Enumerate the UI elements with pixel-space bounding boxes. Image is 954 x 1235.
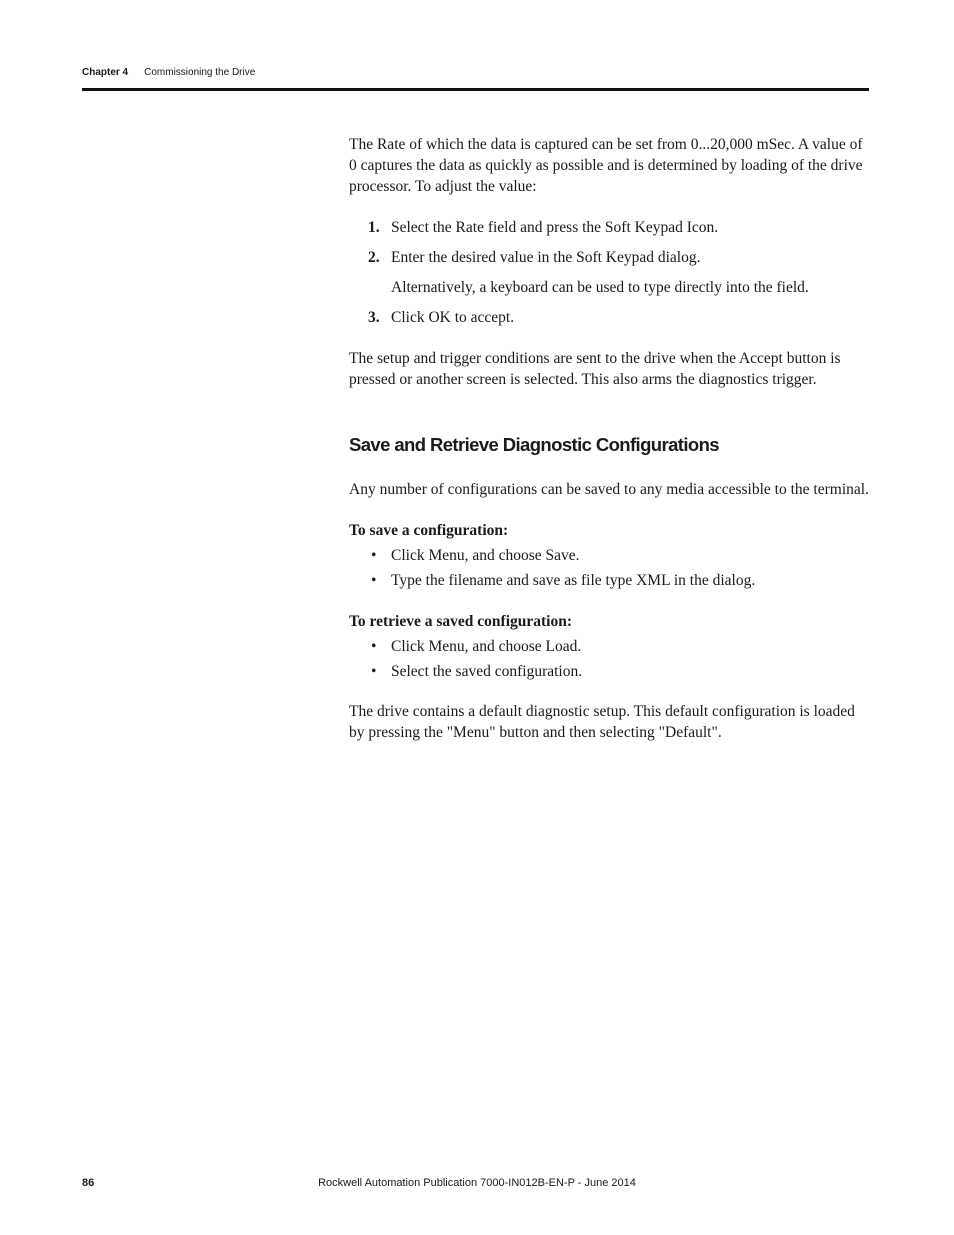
bullet-icon: •	[371, 663, 377, 680]
rate-paragraph: The Rate of which the data is captured can be set from 0...20,000 mSec. A value of 0 captures the data as quickly as possible and is determined by loading of the drive processor. To adjust the value:	[349, 136, 863, 195]
bullet-icon: •	[371, 547, 377, 564]
step-item	[349, 307, 869, 328]
section-heading: Save and Retrieve Diagnostic Configurations	[349, 434, 719, 455]
retrieve-subheading: To retrieve a saved configuration:	[349, 613, 573, 630]
list-item	[349, 661, 869, 682]
save-bullet-list	[349, 545, 869, 591]
step-text: Select the Rate field and press the Soft Keypad Icon.	[391, 219, 719, 236]
step-number: 2.	[368, 249, 380, 266]
step-number: 3.	[368, 309, 380, 326]
steps-list	[349, 217, 869, 328]
trigger-paragraph: The setup and trigger conditions are sent to the drive when the Accept button is pressed or another screen is selected. This also arms the diagnostics trigger.	[349, 350, 841, 388]
step-item	[349, 247, 869, 268]
list-item	[349, 636, 869, 657]
running-header	[82, 67, 255, 78]
list-item-text: Click Menu, and choose Load.	[391, 638, 582, 655]
list-item-text: Type the filename and save as file type XML in the dialog.	[391, 572, 756, 589]
page-number: 86	[82, 1177, 95, 1189]
chapter-label: Chapter 4	[82, 67, 129, 78]
list-item	[349, 545, 869, 566]
publication-info: Rockwell Automation Publication 7000-IN012B-EN-P - June 2014	[318, 1177, 636, 1189]
step-note: Alternatively, a keyboard can be used to type directly into the field.	[391, 279, 809, 296]
bullet-icon: •	[371, 638, 377, 655]
step-text: Click OK to accept.	[391, 309, 515, 326]
retrieve-bullet-list	[349, 636, 869, 682]
main-content	[349, 134, 869, 743]
list-item	[349, 570, 869, 591]
step-number: 1.	[368, 219, 380, 236]
default-setup-paragraph: The drive contains a default diagnostic setup. This default configuration is loaded by pressing the "Menu" button and then selecting "Default".	[349, 703, 855, 741]
list-item-text: Click Menu, and choose Save.	[391, 547, 580, 564]
bullet-icon: •	[371, 572, 377, 589]
step-item	[349, 217, 869, 238]
list-item-text: Select the saved configuration.	[391, 663, 583, 680]
configurations-paragraph: Any number of configurations can be saved to any media accessible to the terminal.	[349, 481, 869, 498]
chapter-title: Commissioning the Drive	[144, 67, 256, 78]
header-rule	[82, 88, 869, 91]
save-subheading: To save a configuration:	[349, 522, 509, 539]
step-text: Enter the desired value in the Soft Keypad dialog.	[391, 249, 701, 266]
